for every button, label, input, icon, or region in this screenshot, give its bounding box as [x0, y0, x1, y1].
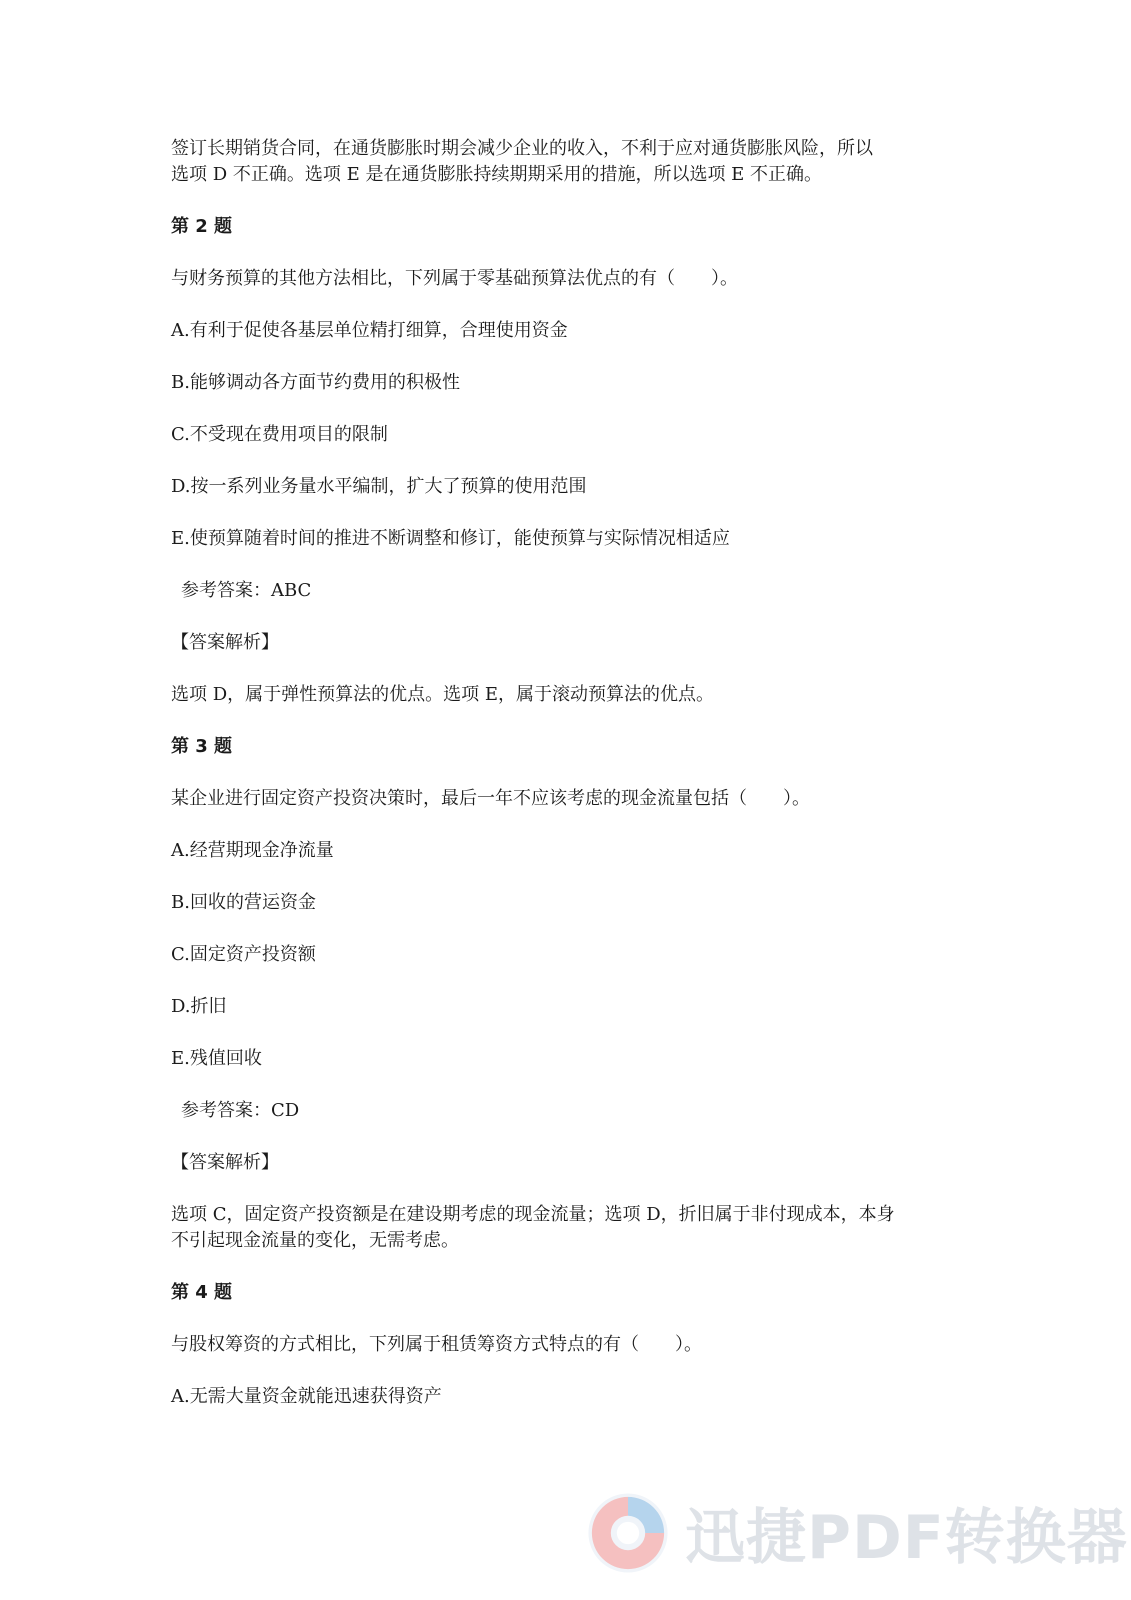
analysis-line: 选项 D，属于弹性预算法的优点。选项 E，属于滚动预算法的优点。: [171, 684, 715, 705]
intro-paragraph: [171, 136, 971, 188]
question-2-stem: 与财务预算的其他方法相比，下列属于零基础预算法优点的有（ ）。: [171, 268, 738, 289]
analysis-line: 不引起现金流量的变化，无需考虑。: [171, 1230, 459, 1251]
xunjie-logo-icon: [585, 1490, 671, 1576]
question-2-option-e: E.使预算随着时间的推进不断调整和修订，能使预算与实际情况相适应: [171, 528, 730, 549]
question-4-option-a: A.无需大量资金就能迅速获得资产: [171, 1386, 442, 1407]
question-3-title: 第 3 题: [171, 736, 233, 757]
question-2-analysis: [171, 682, 971, 708]
question-2-option-b: B.能够调动各方面节约费用的积极性: [171, 372, 460, 393]
question-3-stem: 某企业进行固定资产投资决策时，最后一年不应该考虑的现金流量包括（ ）。: [171, 788, 810, 809]
question-3-option-b: B.回收的营运资金: [171, 892, 316, 913]
question-3-option-d: D.折旧: [171, 996, 227, 1017]
document-body: [171, 136, 971, 1436]
question-3: [171, 734, 971, 1254]
question-3-analysis: [171, 1202, 971, 1254]
question-2-option-d: D.按一系列业务量水平编制，扩大了预算的使用范围: [171, 476, 587, 497]
question-4-title: 第 4 题: [171, 1282, 233, 1303]
question-2-option-c: C.不受现在费用项目的限制: [171, 424, 388, 445]
question-3-answer: 参考答案：CD: [181, 1100, 300, 1121]
question-2-title: 第 2 题: [171, 216, 233, 237]
intro-line: 选项 D 不正确。选项 E 是在通货膨胀持续期期采用的措施，所以选项 E 不正确。: [171, 164, 823, 185]
question-2-option-a: A.有利于促使各基层单位精打细算，合理使用资金: [171, 320, 568, 341]
intro-line: 签订长期销货合同，在通货膨胀时期会减少企业的收入，不利于应对通货膨胀风险，所以: [171, 138, 873, 159]
question-4-stem: 与股权筹资的方式相比，下列属于租赁筹资方式特点的有（ ）。: [171, 1334, 702, 1355]
question-3-option-a: A.经营期现金净流量: [171, 840, 334, 861]
question-2-analysis-title: 【答案解析】: [171, 632, 279, 653]
question-2: [171, 214, 971, 708]
question-4: [171, 1280, 971, 1410]
question-2-answer: 参考答案：ABC: [181, 580, 312, 601]
analysis-line: 选项 C，固定资产投资额是在建设期考虑的现金流量；选项 D，折旧属于非付现成本，本身: [171, 1204, 895, 1225]
watermark: [585, 1488, 1128, 1578]
question-3-analysis-title: 【答案解析】: [171, 1152, 279, 1173]
question-3-option-c: C.固定资产投资额: [171, 944, 316, 965]
question-3-option-e: E.残值回收: [171, 1048, 262, 1069]
watermark-text: 迅捷PDF转换器: [685, 1503, 1128, 1573]
